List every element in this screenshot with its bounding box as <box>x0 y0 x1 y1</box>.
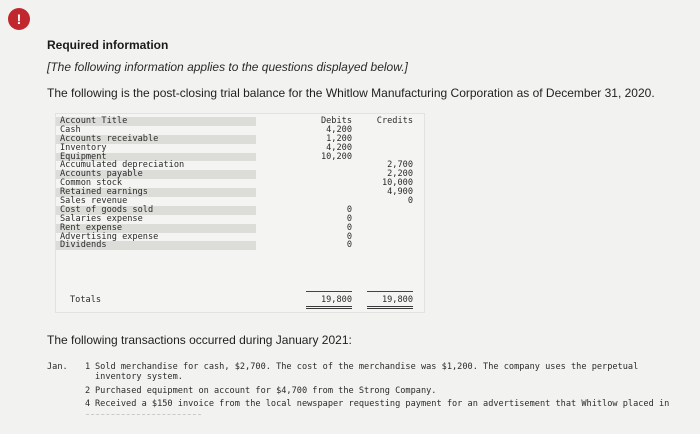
credit-cell <box>363 233 413 242</box>
debit-cell <box>302 188 352 197</box>
credit-cell <box>363 126 413 135</box>
account-row: Retained earnings <box>56 188 256 197</box>
credit-cell <box>363 135 413 144</box>
account-row: Equipment <box>56 153 256 162</box>
credits-subtotal-rule <box>367 291 413 292</box>
totals-label: Totals <box>70 295 102 305</box>
transaction-text: Received a $150 invoice from the local newspaper requesting payment for an advertisement that Whitlow placed in <box>95 399 670 409</box>
debit-cell: 0 <box>346 240 352 251</box>
debits-column <box>302 117 352 250</box>
cut-off-text-line <box>86 414 201 419</box>
debit-cell: 4,200 <box>326 124 352 135</box>
credit-cell <box>363 144 413 153</box>
trial-balance-table <box>55 113 425 313</box>
total-credits: 19,800 <box>381 295 413 305</box>
exclamation-icon <box>8 8 30 30</box>
credit-cell: 2,700 <box>387 160 413 171</box>
transaction-number: 4 <box>85 399 91 409</box>
account-row: Accumulated depreciation <box>60 160 185 171</box>
credit-cell <box>363 206 413 215</box>
account-row: Rent expense <box>56 224 256 233</box>
debit-cell <box>302 170 352 179</box>
trial-balance-intro: The following is the post-closing trial balance for the Whitlow Manufacturing Corporation as of December 31, 2020. <box>47 86 655 100</box>
credits-column <box>363 117 413 250</box>
transaction-text: Sold merchandise for cash, $2,700. The cost of the merchandise was $1,200. The company uses the perpetual <box>95 362 639 372</box>
credit-cell <box>363 215 413 224</box>
account-title-column <box>56 117 256 250</box>
account-row: Common stock <box>60 178 123 189</box>
debit-cell: 0 <box>346 213 352 224</box>
transaction-month: Jan. <box>47 362 68 372</box>
credit-cell: 10,000 <box>381 178 413 189</box>
debit-cell <box>302 161 352 170</box>
account-row: Cash <box>60 124 81 135</box>
debits-subtotal-rule <box>306 291 352 292</box>
account-row: Sales revenue <box>60 196 128 207</box>
account-row: Accounts payable <box>56 170 256 179</box>
account-row: Cost of goods sold <box>56 206 256 215</box>
credit-cell: 0 <box>407 196 413 207</box>
debit-cell: 4,200 <box>326 142 352 153</box>
transaction-text: Purchased equipment on account for $4,700 from the Strong Company. <box>95 386 437 396</box>
debit-cell <box>302 179 352 188</box>
debit-cell: 0 <box>346 231 352 242</box>
transaction-text: inventory system. <box>95 372 183 382</box>
debits-total-double-rule <box>306 306 352 309</box>
debit-cell: 0 <box>346 204 352 215</box>
transactions-intro: The following transactions occurred during January 2021: <box>47 333 352 347</box>
debit-cell: 1,200 <box>326 133 352 144</box>
alert-glyph: ! <box>16 11 22 27</box>
account-row: Advertising expense <box>60 231 159 242</box>
transaction-number: 2 <box>85 386 91 396</box>
account-row: Inventory <box>60 142 107 153</box>
credits-header: Credits <box>376 116 413 126</box>
debits-header: Debits <box>320 116 352 126</box>
debit-cell <box>302 197 352 206</box>
account-row: Salaries expense <box>60 213 143 224</box>
debit-cell: 0 <box>346 222 352 233</box>
account-title-header: Account Title <box>56 117 256 126</box>
credit-cell <box>363 224 413 233</box>
debit-cell: 10,200 <box>320 151 352 162</box>
total-debits: 19,800 <box>320 295 352 305</box>
account-row: Accounts receivable <box>56 135 256 144</box>
required-information-title: Required information <box>47 38 169 52</box>
required-information-note: [The following information applies to the questions displayed below.] <box>47 60 408 74</box>
credit-cell: 2,200 <box>387 169 413 180</box>
credit-cell: 4,900 <box>387 187 413 198</box>
credit-cell <box>363 241 413 250</box>
credits-total-double-rule <box>367 306 413 309</box>
transaction-number: 1 <box>85 362 91 372</box>
account-row: Dividends <box>56 241 256 250</box>
